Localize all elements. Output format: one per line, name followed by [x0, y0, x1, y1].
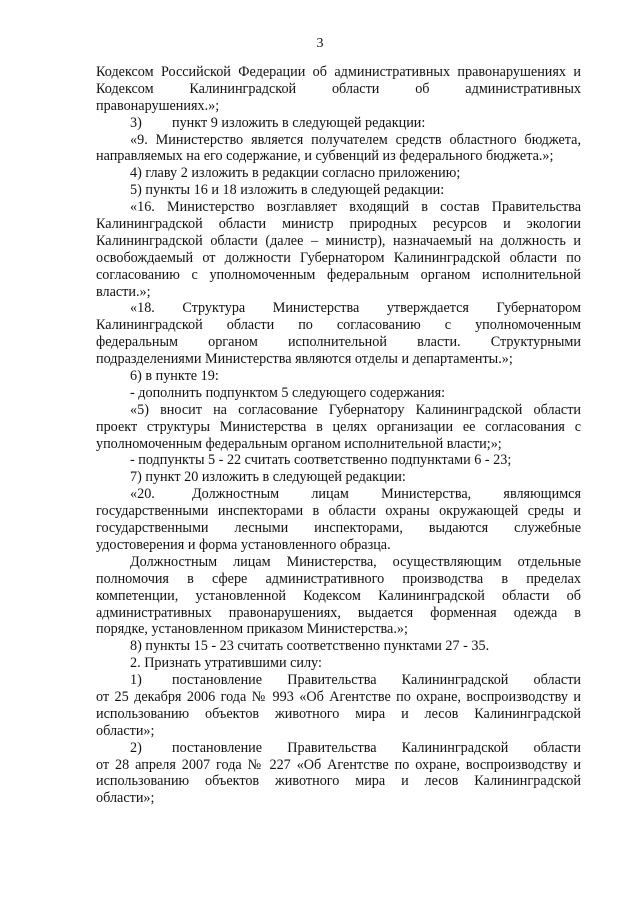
text-line: государственными инспекторами в области охраны окружающей среды и — [96, 503, 581, 520]
text-line: области»; — [96, 790, 155, 807]
text-line: правонарушениях.»; — [96, 97, 220, 114]
text-line: от 28 апреля 2007 года № 227 «Об Агентстве по охране, воспроизводству и — [96, 756, 581, 773]
text-line — [96, 486, 581, 503]
text-fragment: постановление Правительства Калининградской области — [172, 739, 581, 756]
text-line: компетенции, установленной Кодексом Калининградской области об — [96, 587, 581, 604]
text-line: полномочия в сфере административного производства в пределах — [96, 570, 581, 587]
text-line: Калининградской области министр природных ресурсов и экологии — [96, 216, 581, 233]
text-line: порядке, установленном приказом Министерства.»; — [96, 621, 408, 638]
text-line: Калининградской области по согласованию с уполномоченным — [96, 317, 581, 334]
text-line: «5) вносит на согласование Губернатору Калининградской области — [130, 401, 581, 418]
text-line: «18. Структура Министерства утверждается Губернатором — [130, 300, 581, 317]
list-marker: 1) — [130, 672, 142, 689]
text-fragment: пункт 9 изложить в следующей редакции: — [172, 114, 426, 131]
text-line: проект структуры Министерства в целях организации ее согласования с — [96, 418, 581, 435]
text-line — [96, 672, 581, 689]
text-line: власти.»; — [96, 283, 151, 300]
text-line: 5) пункты 16 и 18 изложить в следующей редакции: — [130, 182, 445, 199]
text-line: - дополнить подпунктом 5 следующего содержания: — [130, 384, 446, 401]
text-line: уполномоченным федеральным органом исполнительной власти;»; — [96, 435, 502, 452]
text-line: федеральным органом исполнительной власти. Структурными — [96, 334, 581, 351]
text-line: подразделениями Министерства являются отделы и департаменты.»; — [96, 351, 513, 368]
text-line: административных правонарушениях, выдается форменная одежда в — [96, 604, 581, 621]
text-line: «16. Министерство возглавляет входящий в состав Правительства — [130, 199, 581, 216]
text-line: направляемых на его содержание, и субвенций из федерального бюджета.»; — [96, 148, 554, 165]
text-fragment: постановление Правительства Калининградской области — [172, 672, 581, 689]
text-line: использованию объектов животного мира и лесов Калининградской — [96, 705, 581, 722]
text-line: 6) в пункте 19: — [130, 368, 219, 385]
list-marker: «20. — [130, 486, 155, 503]
document-body — [96, 64, 581, 807]
text-line: 4) главу 2 изложить в редакции согласно приложению; — [130, 165, 461, 182]
list-marker: 2) — [130, 739, 142, 756]
text-line: 7) пункт 20 изложить в следующей редакции: — [130, 469, 406, 486]
text-line: освобождаемый от должности Губернатором Калининградской области по — [96, 249, 581, 266]
text-line: - подпункты 5 - 22 считать соответственно подпунктами 6 - 23; — [130, 452, 512, 469]
text-line: использованию объектов животного мира и лесов Калининградской — [96, 773, 581, 790]
text-line: удостоверения и форма установленного образца. — [96, 536, 391, 553]
page-number: 3 — [316, 36, 324, 51]
text-fragment: Должностным лицам Министерства, являющимся — [192, 486, 581, 503]
text-line: Кодексом Калининградской области об административных — [96, 80, 581, 97]
text-line — [96, 115, 581, 132]
text-line: государственными лесными инспекторами, выдаются служебные — [96, 520, 581, 537]
text-line: 8) пункты 15 - 23 считать соответственно пунктами 27 - 35. — [130, 638, 490, 655]
text-line: Кодексом Российской Федерации об административных правонарушениях и — [96, 64, 581, 80]
text-line: Должностным лицам Министерства, осуществляющим отдельные — [130, 553, 581, 570]
list-marker: 3) — [130, 114, 142, 131]
text-line: Калининградской области (далее – министр), назначаемый на должность и — [96, 232, 581, 249]
text-line: области»; — [96, 722, 155, 739]
text-line: «9. Министерство является получателем средств областного бюджета, — [130, 131, 581, 148]
text-line: 2. Признать утратившими силу: — [130, 655, 322, 672]
text-line: согласованию с уполномоченным федеральным органом исполнительной — [96, 266, 581, 283]
text-line: от 25 декабря 2006 года № 993 «Об Агентстве по охране, воспроизводству и — [96, 688, 581, 705]
text-line — [96, 740, 581, 757]
